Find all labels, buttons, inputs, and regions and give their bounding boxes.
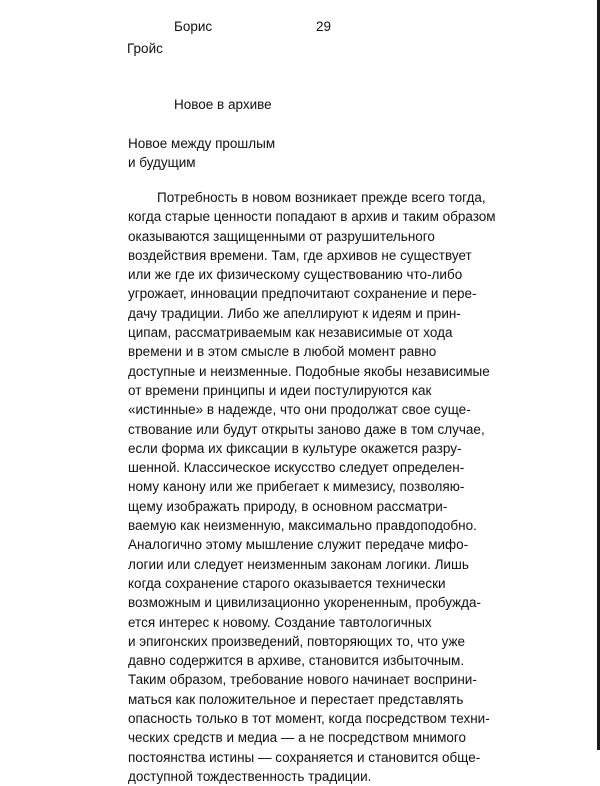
text-line: от времени принципы и идеи постулируются как [128, 382, 432, 398]
text-line: щему изображать природу, в основном рассматри- [128, 498, 448, 514]
text-line: опасность только в тот момент, когда посредством техни- [128, 711, 490, 727]
text-line: дачу традиции. Либо же апеллируют к идеям и прин- [128, 305, 461, 321]
page-number: 29 [316, 19, 332, 34]
text-line: или же где их физическому существованию что-либо [128, 267, 463, 283]
text-line: Таким образом, требование нового начинает восприни- [128, 672, 477, 688]
text-line: шенной. Классическое искусство следует определен- [128, 460, 465, 476]
text-line: «истинные» в надежде, что они продолжат свое суще- [128, 402, 471, 418]
text-line: логии или следует неизменным законам логики. Лишь [128, 556, 469, 572]
author-last-name: Гройс [127, 41, 163, 56]
author-first-name: Борис [174, 19, 213, 34]
text-line: ческих средств и медиа — а не посредством мнимого [128, 730, 466, 746]
text-line: ному канону или же прибегает к мимезису, позволяю- [128, 479, 465, 495]
text-line: давно содержится в архиве, становится избыточным. [128, 653, 465, 669]
text-line: когда старые ценности попадают в архив и таким образом [128, 209, 496, 225]
text-line: ствование или будут открыты заново даже в том случае, [128, 421, 485, 437]
text-line: оказываются защищенными от разрушительного [128, 228, 435, 244]
text-line: ваемую как неизменную, максимально правдоподобно. [128, 518, 477, 534]
text-line: Аналогично этому мышление служит передаче мифо- [128, 537, 469, 553]
text-line: когда сохранение старого оказывается технически [128, 575, 446, 591]
section-title: Новое в архиве [174, 97, 272, 112]
text-line: доступной тождественность традиции. [128, 768, 372, 784]
text-line: времени и в этом смысле в любой момент равно [128, 344, 437, 360]
subtitle-line: Новое между прошлым [128, 136, 276, 151]
body-paragraph [128, 188, 498, 786]
text-line: постоянства истины — сохраняется и становится обще- [128, 749, 481, 765]
text-line: ется интерес к новому. Создание тавтологичных [128, 614, 432, 630]
running-head-author [127, 16, 212, 60]
text-line: угрожает, инновации предпочитают сохранение и пере- [128, 286, 477, 302]
text-line: и эпигонских произведений, повторяющих то, что уже [128, 633, 466, 649]
text-line: ципам, рассматриваемым как независимые от хода [128, 325, 453, 341]
text-line: возможным и цивилизационно укорененным, пробужда- [128, 595, 482, 611]
text-line: Потребность в новом возникает прежде всего тогда, [157, 190, 486, 205]
text-line: маться как положительное и перестает представлять [128, 691, 464, 707]
text-line: доступные и неизменные. Подобные якобы независимые [128, 363, 490, 379]
text-line: воздействия времени. Там, где архивов не существует [128, 247, 472, 263]
subtitle-line: и будущим [128, 155, 196, 170]
subtitle [128, 134, 275, 172]
text-line: если форма их фиксации в культуре окажется разру- [128, 440, 462, 456]
